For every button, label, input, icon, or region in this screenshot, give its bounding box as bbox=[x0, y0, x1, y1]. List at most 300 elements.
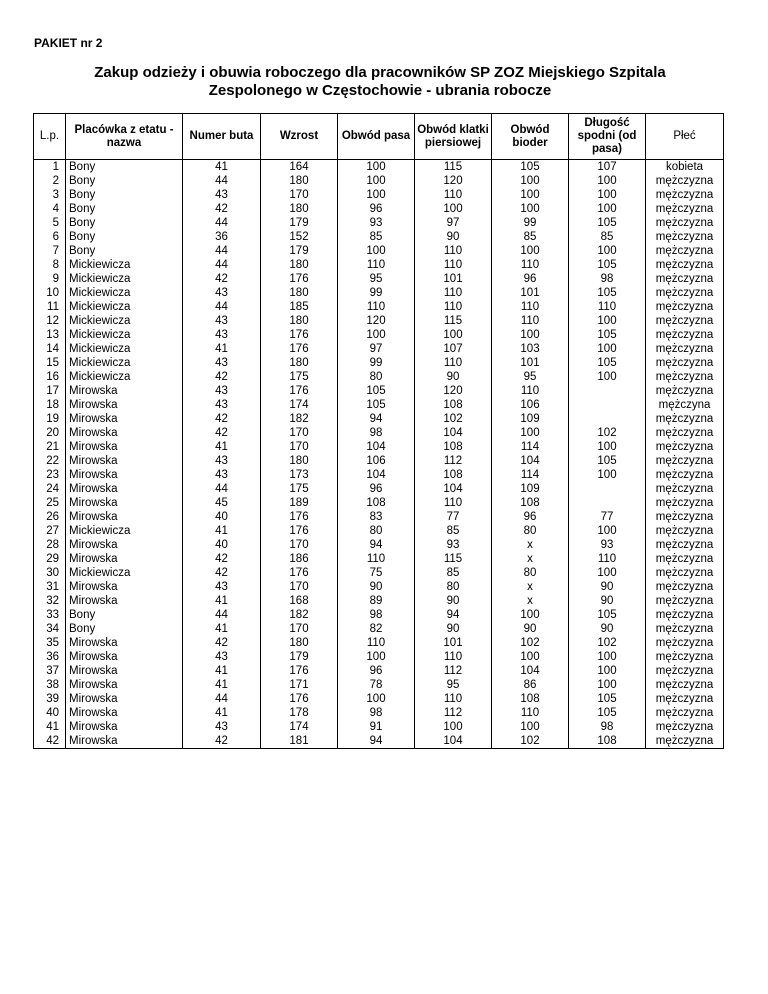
cell-facility: Mirowska bbox=[66, 398, 183, 412]
cell-chest: 94 bbox=[415, 608, 492, 622]
cell-waist: 110 bbox=[338, 552, 415, 566]
cell-lp: 20 bbox=[34, 426, 66, 440]
cell-height: 180 bbox=[261, 202, 338, 216]
cell-facility: Mickiewicza bbox=[66, 300, 183, 314]
cell-hips: 110 bbox=[492, 314, 569, 328]
cell-chest: 112 bbox=[415, 664, 492, 678]
table-row bbox=[34, 650, 724, 664]
cell-chest: 115 bbox=[415, 314, 492, 328]
cell-shoe-size: 41 bbox=[183, 440, 261, 454]
table-row bbox=[34, 524, 724, 538]
cell-facility: Mirowska bbox=[66, 734, 183, 749]
cell-hips: 96 bbox=[492, 272, 569, 286]
cell-chest: 110 bbox=[415, 496, 492, 510]
table-row bbox=[34, 720, 724, 734]
cell-shoe-size: 41 bbox=[183, 160, 261, 175]
cell-sex: mężczyzna bbox=[646, 692, 724, 706]
cell-chest: 110 bbox=[415, 258, 492, 272]
cell-sex: mężczyzna bbox=[646, 510, 724, 524]
cell-height: 174 bbox=[261, 720, 338, 734]
cell-waist: 108 bbox=[338, 496, 415, 510]
cell-sex: mężczyzna bbox=[646, 370, 724, 384]
cell-lp: 38 bbox=[34, 678, 66, 692]
cell-sex: mężczyzna bbox=[646, 734, 724, 749]
cell-trouser-length: 90 bbox=[569, 622, 646, 636]
cell-height: 176 bbox=[261, 272, 338, 286]
cell-waist: 100 bbox=[338, 174, 415, 188]
cell-lp: 35 bbox=[34, 636, 66, 650]
cell-waist: 100 bbox=[338, 692, 415, 706]
cell-waist: 100 bbox=[338, 188, 415, 202]
cell-chest: 110 bbox=[415, 244, 492, 258]
cell-trouser-length: 102 bbox=[569, 636, 646, 650]
cell-hips: 102 bbox=[492, 734, 569, 749]
cell-sex: mężczyzna bbox=[646, 566, 724, 580]
table-row bbox=[34, 454, 724, 468]
cell-shoe-size: 42 bbox=[183, 202, 261, 216]
cell-lp: 11 bbox=[34, 300, 66, 314]
cell-sex: mężczyzna bbox=[646, 538, 724, 552]
cell-facility: Mirowska bbox=[66, 692, 183, 706]
cell-waist: 104 bbox=[338, 440, 415, 454]
cell-chest: 80 bbox=[415, 580, 492, 594]
cell-hips: 110 bbox=[492, 300, 569, 314]
cell-trouser-length: 105 bbox=[569, 608, 646, 622]
cell-waist: 83 bbox=[338, 510, 415, 524]
cell-height: 180 bbox=[261, 636, 338, 650]
cell-sex: mężczyzna bbox=[646, 300, 724, 314]
cell-lp: 24 bbox=[34, 482, 66, 496]
table-row bbox=[34, 230, 724, 244]
cell-facility: Mirowska bbox=[66, 454, 183, 468]
cell-shoe-size: 40 bbox=[183, 510, 261, 524]
cell-trouser-length bbox=[569, 384, 646, 398]
cell-trouser-length: 100 bbox=[569, 244, 646, 258]
cell-hips: x bbox=[492, 594, 569, 608]
cell-hips: x bbox=[492, 538, 569, 552]
cell-shoe-size: 42 bbox=[183, 370, 261, 384]
cell-facility: Bony bbox=[66, 202, 183, 216]
cell-chest: 102 bbox=[415, 412, 492, 426]
cell-hips: 100 bbox=[492, 608, 569, 622]
cell-height: 170 bbox=[261, 622, 338, 636]
cell-chest: 115 bbox=[415, 552, 492, 566]
cell-height: 170 bbox=[261, 426, 338, 440]
cell-trouser-length bbox=[569, 412, 646, 426]
cell-facility: Mickiewicza bbox=[66, 286, 183, 300]
cell-height: 182 bbox=[261, 608, 338, 622]
cell-trouser-length: 105 bbox=[569, 258, 646, 272]
cell-facility: Mirowska bbox=[66, 594, 183, 608]
cell-chest: 90 bbox=[415, 622, 492, 636]
measurements-table bbox=[33, 113, 724, 749]
cell-waist: 94 bbox=[338, 538, 415, 552]
cell-lp: 12 bbox=[34, 314, 66, 328]
cell-height: 180 bbox=[261, 356, 338, 370]
table-row bbox=[34, 272, 724, 286]
cell-height: 180 bbox=[261, 258, 338, 272]
cell-trouser-length bbox=[569, 496, 646, 510]
cell-shoe-size: 41 bbox=[183, 664, 261, 678]
cell-waist: 100 bbox=[338, 160, 415, 175]
cell-trouser-length: 100 bbox=[569, 566, 646, 580]
cell-lp: 15 bbox=[34, 356, 66, 370]
header-facility: Placówka z etatu - nazwa bbox=[66, 114, 183, 160]
cell-chest: 107 bbox=[415, 342, 492, 356]
cell-waist: 93 bbox=[338, 216, 415, 230]
cell-facility: Mirowska bbox=[66, 664, 183, 678]
header-height: Wzrost bbox=[261, 114, 338, 160]
cell-height: 176 bbox=[261, 566, 338, 580]
cell-trouser-length: 105 bbox=[569, 692, 646, 706]
cell-chest: 108 bbox=[415, 440, 492, 454]
document-title bbox=[50, 64, 710, 100]
cell-shoe-size: 42 bbox=[183, 412, 261, 426]
cell-hips: 109 bbox=[492, 482, 569, 496]
cell-sex: mężczyzna bbox=[646, 650, 724, 664]
cell-sex: mężczyzna bbox=[646, 230, 724, 244]
cell-lp: 33 bbox=[34, 608, 66, 622]
header-lp: L.p. bbox=[34, 114, 66, 160]
cell-chest: 90 bbox=[415, 594, 492, 608]
cell-height: 181 bbox=[261, 734, 338, 749]
cell-waist: 100 bbox=[338, 244, 415, 258]
cell-sex: mężczyzna bbox=[646, 608, 724, 622]
cell-sex: mężczyzna bbox=[646, 286, 724, 300]
table-row bbox=[34, 440, 724, 454]
cell-lp: 39 bbox=[34, 692, 66, 706]
cell-sex: mężczyzna bbox=[646, 524, 724, 538]
cell-height: 170 bbox=[261, 580, 338, 594]
cell-height: 179 bbox=[261, 650, 338, 664]
cell-hips: 95 bbox=[492, 370, 569, 384]
cell-sex: mężczyzna bbox=[646, 426, 724, 440]
cell-facility: Mirowska bbox=[66, 706, 183, 720]
cell-chest: 108 bbox=[415, 468, 492, 482]
cell-trouser-length: 93 bbox=[569, 538, 646, 552]
table-row bbox=[34, 202, 724, 216]
cell-facility: Mickiewicza bbox=[66, 566, 183, 580]
table-row bbox=[34, 174, 724, 188]
cell-sex: mężczyzna bbox=[646, 272, 724, 286]
cell-hips: 103 bbox=[492, 342, 569, 356]
cell-lp: 8 bbox=[34, 258, 66, 272]
cell-waist: 99 bbox=[338, 356, 415, 370]
cell-sex: mężczyzna bbox=[646, 664, 724, 678]
cell-shoe-size: 44 bbox=[183, 244, 261, 258]
cell-chest: 101 bbox=[415, 636, 492, 650]
header-shoe-size: Numer buta bbox=[183, 114, 261, 160]
cell-shoe-size: 44 bbox=[183, 482, 261, 496]
cell-shoe-size: 41 bbox=[183, 706, 261, 720]
cell-trouser-length: 105 bbox=[569, 328, 646, 342]
cell-waist: 106 bbox=[338, 454, 415, 468]
cell-lp: 4 bbox=[34, 202, 66, 216]
table-row bbox=[34, 594, 724, 608]
cell-hips: 100 bbox=[492, 720, 569, 734]
cell-shoe-size: 43 bbox=[183, 398, 261, 412]
cell-shoe-size: 43 bbox=[183, 286, 261, 300]
cell-sex: mężczyzna bbox=[646, 202, 724, 216]
cell-height: 176 bbox=[261, 328, 338, 342]
cell-facility: Mickiewicza bbox=[66, 356, 183, 370]
cell-hips: 100 bbox=[492, 244, 569, 258]
cell-shoe-size: 40 bbox=[183, 538, 261, 552]
cell-facility: Mirowska bbox=[66, 468, 183, 482]
cell-lp: 3 bbox=[34, 188, 66, 202]
cell-shoe-size: 44 bbox=[183, 216, 261, 230]
cell-hips: 96 bbox=[492, 510, 569, 524]
cell-shoe-size: 44 bbox=[183, 608, 261, 622]
cell-hips: 101 bbox=[492, 286, 569, 300]
cell-lp: 18 bbox=[34, 398, 66, 412]
cell-trouser-length: 108 bbox=[569, 734, 646, 749]
cell-facility: Mirowska bbox=[66, 552, 183, 566]
cell-hips: 109 bbox=[492, 412, 569, 426]
cell-lp: 9 bbox=[34, 272, 66, 286]
cell-facility: Mirowska bbox=[66, 510, 183, 524]
cell-waist: 80 bbox=[338, 370, 415, 384]
cell-chest: 104 bbox=[415, 482, 492, 496]
cell-hips: 105 bbox=[492, 160, 569, 175]
cell-height: 170 bbox=[261, 440, 338, 454]
cell-sex: mężczyzna bbox=[646, 706, 724, 720]
table-row bbox=[34, 622, 724, 636]
cell-waist: 110 bbox=[338, 636, 415, 650]
cell-height: 170 bbox=[261, 188, 338, 202]
cell-facility: Mirowska bbox=[66, 538, 183, 552]
cell-facility: Bony bbox=[66, 608, 183, 622]
table-header-row bbox=[34, 114, 724, 160]
cell-trouser-length: 100 bbox=[569, 440, 646, 454]
cell-chest: 110 bbox=[415, 300, 492, 314]
header-sex: Płeć bbox=[646, 114, 724, 160]
table-row bbox=[34, 706, 724, 720]
cell-hips: 102 bbox=[492, 636, 569, 650]
cell-waist: 96 bbox=[338, 202, 415, 216]
cell-trouser-length: 98 bbox=[569, 720, 646, 734]
cell-trouser-length: 98 bbox=[569, 272, 646, 286]
cell-sex: mężczyzna bbox=[646, 174, 724, 188]
cell-trouser-length: 100 bbox=[569, 664, 646, 678]
cell-height: 176 bbox=[261, 342, 338, 356]
cell-waist: 82 bbox=[338, 622, 415, 636]
cell-waist: 90 bbox=[338, 580, 415, 594]
cell-chest: 115 bbox=[415, 160, 492, 175]
cell-trouser-length: 90 bbox=[569, 580, 646, 594]
cell-lp: 17 bbox=[34, 384, 66, 398]
cell-lp: 28 bbox=[34, 538, 66, 552]
cell-sex: mężczyzna bbox=[646, 328, 724, 342]
cell-height: 182 bbox=[261, 412, 338, 426]
cell-hips: 100 bbox=[492, 188, 569, 202]
cell-hips: 104 bbox=[492, 454, 569, 468]
cell-hips: 100 bbox=[492, 202, 569, 216]
cell-lp: 41 bbox=[34, 720, 66, 734]
table-row bbox=[34, 468, 724, 482]
cell-shoe-size: 43 bbox=[183, 328, 261, 342]
cell-height: 179 bbox=[261, 244, 338, 258]
cell-trouser-length: 100 bbox=[569, 314, 646, 328]
cell-lp: 1 bbox=[34, 160, 66, 175]
cell-lp: 26 bbox=[34, 510, 66, 524]
header-trouser-length: Długość spodni (od pasa) bbox=[569, 114, 646, 160]
cell-height: 176 bbox=[261, 692, 338, 706]
cell-hips: 100 bbox=[492, 328, 569, 342]
cell-height: 171 bbox=[261, 678, 338, 692]
cell-trouser-length bbox=[569, 398, 646, 412]
cell-trouser-length: 102 bbox=[569, 426, 646, 440]
cell-chest: 110 bbox=[415, 286, 492, 300]
cell-chest: 100 bbox=[415, 720, 492, 734]
cell-facility: Bony bbox=[66, 160, 183, 175]
cell-waist: 75 bbox=[338, 566, 415, 580]
cell-sex: mężczyzna bbox=[646, 482, 724, 496]
cell-waist: 96 bbox=[338, 482, 415, 496]
cell-chest: 120 bbox=[415, 384, 492, 398]
header-chest: Obwód klatki piersiowej bbox=[415, 114, 492, 160]
cell-shoe-size: 41 bbox=[183, 342, 261, 356]
cell-sex: mężczyzna bbox=[646, 216, 724, 230]
cell-hips: 114 bbox=[492, 440, 569, 454]
cell-height: 173 bbox=[261, 468, 338, 482]
cell-lp: 25 bbox=[34, 496, 66, 510]
cell-shoe-size: 44 bbox=[183, 258, 261, 272]
cell-facility: Mirowska bbox=[66, 384, 183, 398]
header-hips: Obwód bioder bbox=[492, 114, 569, 160]
cell-facility: Mickiewicza bbox=[66, 342, 183, 356]
cell-hips: 80 bbox=[492, 524, 569, 538]
cell-height: 189 bbox=[261, 496, 338, 510]
title-line-1: Zakup odzieży i obuwia roboczego dla pracowników SP ZOZ Miejskiego Szpitala bbox=[94, 64, 666, 81]
cell-lp: 7 bbox=[34, 244, 66, 258]
cell-sex: mężczyzna bbox=[646, 454, 724, 468]
table-row bbox=[34, 216, 724, 230]
cell-hips: x bbox=[492, 580, 569, 594]
cell-hips: 80 bbox=[492, 566, 569, 580]
cell-shoe-size: 42 bbox=[183, 426, 261, 440]
cell-waist: 94 bbox=[338, 734, 415, 749]
cell-facility: Mirowska bbox=[66, 426, 183, 440]
title-line-2: Zespolonego w Częstochowie - ubrania robocze bbox=[208, 82, 552, 99]
cell-height: 176 bbox=[261, 510, 338, 524]
cell-trouser-length: 100 bbox=[569, 202, 646, 216]
cell-height: 180 bbox=[261, 286, 338, 300]
cell-sex: mężczyzna bbox=[646, 594, 724, 608]
cell-hips: 110 bbox=[492, 258, 569, 272]
cell-chest: 90 bbox=[415, 230, 492, 244]
cell-hips: 110 bbox=[492, 384, 569, 398]
table-row bbox=[34, 258, 724, 272]
cell-waist: 104 bbox=[338, 468, 415, 482]
cell-hips: 100 bbox=[492, 650, 569, 664]
table-row bbox=[34, 510, 724, 524]
cell-lp: 42 bbox=[34, 734, 66, 749]
cell-height: 174 bbox=[261, 398, 338, 412]
cell-trouser-length: 100 bbox=[569, 370, 646, 384]
cell-facility: Mickiewicza bbox=[66, 328, 183, 342]
cell-waist: 96 bbox=[338, 664, 415, 678]
cell-facility: Mirowska bbox=[66, 678, 183, 692]
cell-lp: 27 bbox=[34, 524, 66, 538]
table-row bbox=[34, 636, 724, 650]
cell-lp: 5 bbox=[34, 216, 66, 230]
cell-shoe-size: 45 bbox=[183, 496, 261, 510]
cell-trouser-length: 110 bbox=[569, 300, 646, 314]
cell-facility: Mirowska bbox=[66, 636, 183, 650]
cell-chest: 112 bbox=[415, 454, 492, 468]
cell-facility: Bony bbox=[66, 216, 183, 230]
cell-shoe-size: 44 bbox=[183, 174, 261, 188]
cell-sex: mężczyzna bbox=[646, 188, 724, 202]
cell-trouser-length: 100 bbox=[569, 468, 646, 482]
cell-shoe-size: 43 bbox=[183, 356, 261, 370]
cell-chest: 77 bbox=[415, 510, 492, 524]
cell-hips: 110 bbox=[492, 706, 569, 720]
table-row bbox=[34, 356, 724, 370]
table-row bbox=[34, 384, 724, 398]
cell-chest: 112 bbox=[415, 706, 492, 720]
cell-sex: mężczyzna bbox=[646, 342, 724, 356]
cell-sex: mężczyzna bbox=[646, 356, 724, 370]
cell-sex: mężczyzna bbox=[646, 496, 724, 510]
table-row bbox=[34, 664, 724, 678]
cell-height: 186 bbox=[261, 552, 338, 566]
cell-trouser-length: 105 bbox=[569, 356, 646, 370]
cell-chest: 101 bbox=[415, 272, 492, 286]
table-row bbox=[34, 692, 724, 706]
cell-trouser-length bbox=[569, 482, 646, 496]
cell-chest: 100 bbox=[415, 202, 492, 216]
cell-shoe-size: 42 bbox=[183, 636, 261, 650]
cell-lp: 22 bbox=[34, 454, 66, 468]
header-waist: Obwód pasa bbox=[338, 114, 415, 160]
cell-facility: Mirowska bbox=[66, 496, 183, 510]
cell-sex: mężczyzna bbox=[646, 580, 724, 594]
cell-trouser-length: 77 bbox=[569, 510, 646, 524]
cell-facility: Bony bbox=[66, 244, 183, 258]
cell-chest: 110 bbox=[415, 692, 492, 706]
table-row bbox=[34, 342, 724, 356]
cell-waist: 97 bbox=[338, 342, 415, 356]
cell-sex: mężczyzna bbox=[646, 314, 724, 328]
cell-hips: x bbox=[492, 552, 569, 566]
cell-shoe-size: 43 bbox=[183, 384, 261, 398]
cell-height: 185 bbox=[261, 300, 338, 314]
cell-hips: 106 bbox=[492, 398, 569, 412]
cell-facility: Mirowska bbox=[66, 440, 183, 454]
cell-shoe-size: 43 bbox=[183, 650, 261, 664]
cell-trouser-length: 105 bbox=[569, 706, 646, 720]
cell-lp: 30 bbox=[34, 566, 66, 580]
cell-height: 180 bbox=[261, 174, 338, 188]
cell-sex: mężczyzna bbox=[646, 244, 724, 258]
table-row bbox=[34, 580, 724, 594]
cell-hips: 99 bbox=[492, 216, 569, 230]
cell-trouser-length: 100 bbox=[569, 650, 646, 664]
cell-hips: 86 bbox=[492, 678, 569, 692]
cell-chest: 90 bbox=[415, 370, 492, 384]
table-row bbox=[34, 286, 724, 300]
cell-facility: Mickiewicza bbox=[66, 370, 183, 384]
cell-trouser-length: 90 bbox=[569, 594, 646, 608]
cell-waist: 85 bbox=[338, 230, 415, 244]
cell-chest: 110 bbox=[415, 188, 492, 202]
cell-waist: 98 bbox=[338, 608, 415, 622]
cell-lp: 16 bbox=[34, 370, 66, 384]
cell-sex: mężczyzna bbox=[646, 678, 724, 692]
cell-facility: Bony bbox=[66, 622, 183, 636]
